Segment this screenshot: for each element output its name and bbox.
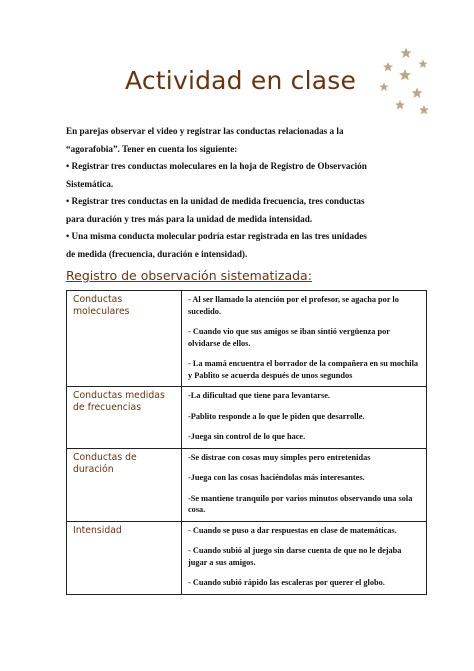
stars-decoration-icon bbox=[372, 45, 444, 125]
category-cell: Conductas de duración bbox=[67, 448, 182, 521]
instruction-line: Sistemática. bbox=[66, 178, 114, 189]
observation-item: -Juega con las cosas haciéndolas más interesantes. bbox=[188, 473, 365, 482]
observation-item: - Al ser llamado la atención por el profesor, se agacha por lo sucedido. bbox=[188, 295, 399, 316]
instruction-line: • Registrar tres conductas en la unidad de medida frecuencia, tres conductas bbox=[66, 196, 365, 206]
observation-item: -La dificultad que tiene para levantarse. bbox=[188, 391, 330, 400]
category-cell: Conductas medidas de frecuencias bbox=[67, 387, 182, 449]
category-cell: Intensidad bbox=[67, 521, 182, 594]
observations-cell bbox=[182, 387, 427, 449]
observation-table bbox=[66, 290, 427, 595]
instruction-line: “agorafobia”. Tener en cuenta los siguiente: bbox=[66, 143, 238, 154]
table-row bbox=[67, 521, 427, 594]
observation-item: -Se mantiene tranquilo por varios minutos observando una sola cosa. bbox=[188, 493, 413, 514]
instruction-line: En parejas observar el video y registrar las conductas relacionadas a la bbox=[66, 126, 344, 136]
section-title: Registro de observación sistematizada: bbox=[66, 268, 312, 283]
table-row bbox=[67, 291, 427, 387]
table-row bbox=[67, 387, 427, 449]
observation-item: -Se distrae con cosas muy simples pero entretenidas bbox=[188, 452, 371, 462]
observation-item: - Cuando se puso a dar respuestas en clase de matemáticas. bbox=[188, 525, 397, 535]
table-row bbox=[67, 448, 427, 521]
observation-item: - Cuando subió al juego sin darse cuenta de que no le dejaba jugar a sus amigos. bbox=[188, 546, 402, 567]
observation-item: - Cuando vio que sus amigos se iban sintió vergüenza por olvidarse de ellos. bbox=[188, 327, 390, 348]
instruction-line: de medida (frecuencia, duración e intensidad). bbox=[66, 248, 248, 259]
observation-item: - Cuando subió rápido las escaleras por querer el globo. bbox=[188, 578, 385, 587]
observation-item: - La mamá encuentra el borrador de la compañera en su mochila y Pablito se acuerda después de unos segundos bbox=[188, 359, 419, 380]
observations-cell bbox=[182, 291, 427, 387]
instruction-line: • Una misma conducta molecular podría estar registrada en las tres unidades bbox=[66, 231, 367, 241]
category-cell: Conductas moleculares bbox=[67, 291, 182, 387]
page-title: Actividad en clase bbox=[125, 66, 357, 95]
instructions bbox=[66, 123, 422, 263]
instruction-line: para duración y tres más para la unidad de medida intensidad. bbox=[66, 213, 313, 224]
instruction-line: • Registrar tres conductas moleculares en la hoja de Registro de Observación bbox=[66, 161, 367, 171]
observation-item: -Juega sin control de lo que hace. bbox=[188, 432, 306, 441]
observations-cell bbox=[182, 521, 427, 594]
observation-item: -Pablito responde a lo que le piden que desarrolle. bbox=[188, 411, 365, 421]
observations-cell bbox=[182, 448, 427, 521]
